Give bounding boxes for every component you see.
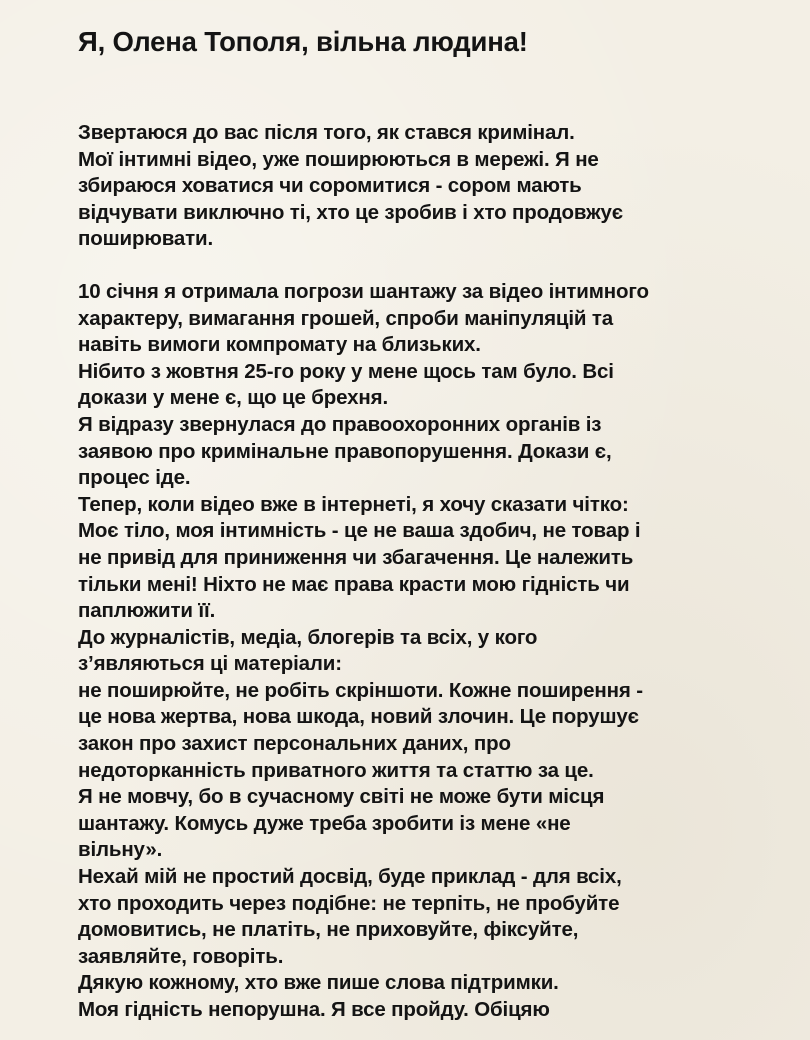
text-line: Я не мовчу, бо в сучасному світі не може бути місця [78, 785, 605, 809]
text-line: це нова жертва, нова шкода, новий злочин. Це порушує [78, 705, 639, 729]
text-line: навіть вимоги компромату на близьких. [78, 333, 481, 357]
text-line: заявляйте, говоріть. [78, 944, 284, 968]
text-line: Звертаюся до вас після того, як стався кримінал. [78, 121, 575, 144]
text-line: хто проходить через подібне: не терпіть, не пробуйте [78, 891, 620, 915]
text-line: докази у мене є, що це брехня. [78, 386, 388, 410]
statement-paragraph [78, 279, 770, 1024]
text-line: паплюжити її. [78, 599, 216, 623]
text-line: 10 січня я отримала погрози шантажу за відео інтимного [78, 279, 649, 303]
text-line: Моя гідність непорушна. Я все пройду. Обіцяю [78, 998, 550, 1021]
text-line: Нібито з жовтня 25-го року у мене щось там було. Всі [78, 359, 614, 383]
text-line: Я відразу звернулася до правоохоронних органів із [78, 412, 602, 436]
text-line: не привід для приниження чи збагачення. Це належить [78, 545, 634, 569]
statement-title: Я, Олена Тополя, вільна людина! [78, 26, 528, 57]
text-line: поширювати. [78, 227, 214, 251]
text-line: До журналістів, медіа, блогерів та всіх, у кого [78, 625, 538, 649]
text-line: закон про захист персональних даних, про [78, 732, 511, 756]
text-line: заявою про кримінальне правопорушення. Докази є, [78, 439, 612, 463]
text-line: Моє тіло, моя інтимність - це не ваша здобич, не товар і [78, 519, 641, 543]
text-line: Мої інтимні відео, уже поширюються в мережі. Я не [78, 147, 599, 171]
text-line: збираюся ховатися чи соромитися - сором мають [78, 174, 582, 198]
statement-body [78, 120, 770, 1024]
text-line: Нехай мій не простий досвід, буде приклад - для всіх, [78, 865, 622, 889]
text-line: тільки мені! Ніхто не має права красти мою гідність чи [78, 572, 630, 596]
text-line: з’являються ці матеріали: [78, 652, 342, 676]
text-line: відчувати виключно ті, хто це зробив і хто продовжує [78, 200, 623, 224]
text-line: шантажу. Комусь дуже треба зробити із мене «не [78, 811, 571, 835]
text-line: домовитись, не платіть, не приховуйте, фіксуйте, [78, 918, 579, 942]
text-line: процес іде. [78, 466, 191, 490]
statement-paragraph [78, 120, 770, 253]
text-line: характеру, вимагання грошей, спроби маніпуляцій та [78, 306, 614, 330]
text-line: вільну». [78, 838, 163, 862]
text-line: не поширюйте, не робіть скріншоти. Кожне поширення - [78, 678, 643, 702]
text-line: Дякую кожному, хто вже пише слова підтримки. [78, 971, 559, 995]
text-line: недоторканність приватного життя та статтю за це. [78, 758, 594, 782]
text-line: Тепер, коли відео вже в інтернеті, я хочу сказати чітко: [78, 492, 629, 516]
